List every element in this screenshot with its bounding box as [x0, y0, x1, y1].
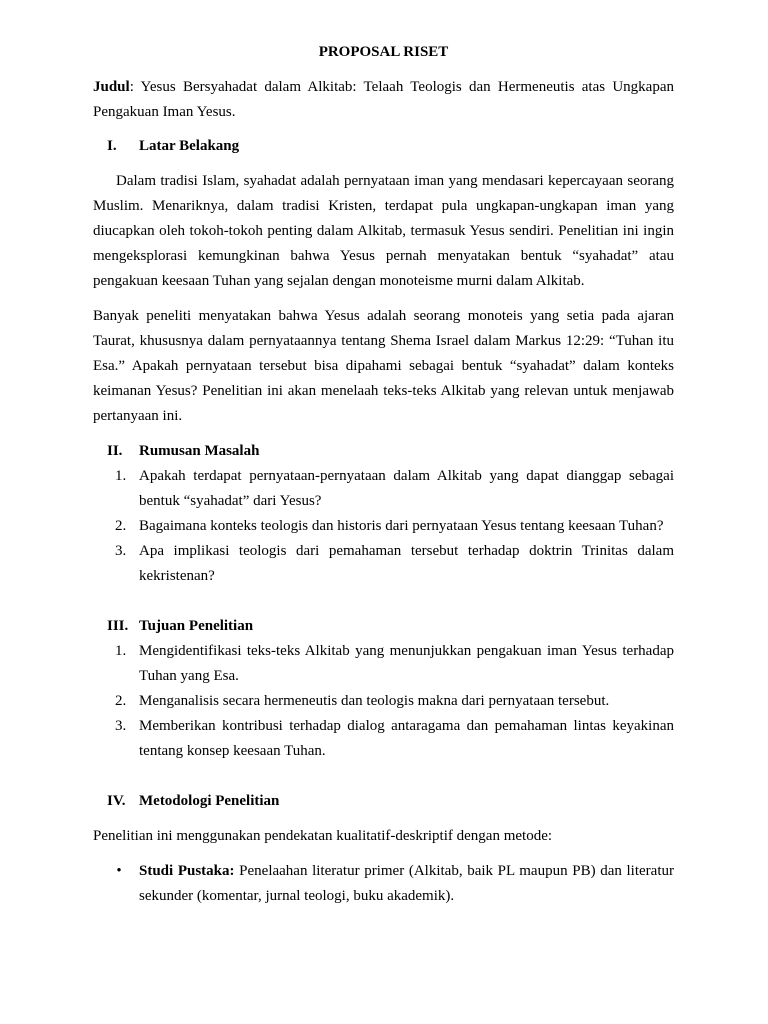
bullet-item-text: [139, 859, 674, 909]
list-item: [93, 464, 674, 514]
rumusan-masalah-list: [93, 464, 674, 589]
list-item-text: Apakah terdapat pernyataan-pernyataan dalam Alkitab yang dapat dianggap sebagai bentuk “syahadat” dari Yesus?: [139, 468, 674, 509]
bullet-text: Penelaahan literatur primer (Alkitab, baik PL maupun PB) dan literatur sekunder (komentar, jurnal teologi, buku akademik).: [139, 863, 674, 904]
judul-text: : Yesus Bersyahadat dalam Alkitab: Telaah Teologis dan Hermeneutis atas Ungkapan Pengakuan Iman Yesus.: [93, 79, 674, 120]
section-heading-tujuan-penelitian: [93, 614, 674, 639]
tujuan-penelitian-list: [93, 639, 674, 764]
list-item: [93, 714, 674, 764]
document-title: PROPOSAL RISET: [318, 44, 449, 60]
section-number: III.: [107, 618, 129, 634]
list-number: 2.: [115, 518, 127, 534]
list-item: [93, 689, 674, 714]
paragraph: Banyak peneliti menyatakan bahwa Yesus adalah seorang monoteis yang setia pada ajaran Taurat, khususnya dalam pernyataannya tentang Shema Israel dalam Markus 12:29: “Tuhan itu Esa.” Apakah pernyataan tersebut bisa dipahami sebagai bentuk “syahadat” dalam konteks keimanan Yesus? Penelitian ini akan menelaah teks-teks Alkitab yang relevan untuk menjawab pertanyaan ini.: [93, 308, 674, 424]
bullet-bold-label: Studi Pustaka:: [139, 863, 235, 879]
section-title: Rumusan Masalah: [139, 443, 260, 459]
list-number: 1.: [115, 643, 127, 659]
bullet-icon: •: [116, 863, 122, 879]
list-item: [93, 639, 674, 689]
paragraph: Penelitian ini menggunakan pendekatan kualitatif-deskriptif dengan metode:: [93, 828, 553, 844]
bullet-item: [93, 859, 674, 909]
list-item-text: Bagaimana konteks teologis dan historis dari pernyataan Yesus tentang keesaan Tuhan?: [139, 518, 664, 534]
section-number: I.: [107, 138, 117, 154]
metodologi-list: [93, 859, 674, 909]
list-item: [93, 514, 674, 539]
section-title: Metodologi Penelitian: [139, 793, 280, 809]
section-title: Latar Belakang: [139, 138, 240, 154]
section-number: II.: [107, 443, 123, 459]
list-number: 2.: [115, 693, 127, 709]
section-number: IV.: [107, 793, 126, 809]
list-item-text: Apa implikasi teologis dari pemahaman tersebut terhadap doktrin Trinitas dalam kekristenan?: [139, 543, 674, 584]
list-item-text: Memberikan kontribusi terhadap dialog antaragama dan pemahaman lintas keyakinan tentang konsep keesaan Tuhan.: [139, 718, 674, 759]
list-number: 3.: [115, 543, 127, 559]
paragraph: Dalam tradisi Islam, syahadat adalah pernyataan iman yang mendasari kepercayaan seorang Muslim. Menariknya, dalam tradisi Kristen, terdapat pula ungkapan-ungkapan iman yang diucapkan oleh tokoh-tokoh penting dalam Alkitab, termasuk Yesus sendiri. Penelitian ini ingin mengeksplorasi kemungkinan bahwa Yesus pernah menyatakan bentuk “syahadat” atau pengakuan keesaan Tuhan yang sejalan dengan monoteisme murni dalam Alkitab.: [93, 173, 674, 289]
section-heading-rumusan-masalah: [93, 439, 674, 464]
list-item: [93, 539, 674, 589]
section-heading-latar-belakang: [93, 134, 674, 159]
list-item-text: Menganalisis secara hermeneutis dan teologis makna dari pernyataan tersebut.: [139, 693, 610, 709]
list-item-text: Mengidentifikasi teks-teks Alkitab yang menunjukkan pengakuan iman Yesus terhadap Tuhan yang Esa.: [139, 643, 674, 684]
judul-label: Judul: [93, 79, 130, 95]
list-number: 3.: [115, 718, 127, 734]
section-title: Tujuan Penelitian: [139, 618, 254, 634]
judul-line: [93, 75, 674, 125]
section-heading-metodologi-penelitian: [93, 789, 674, 814]
list-number: 1.: [115, 468, 127, 484]
